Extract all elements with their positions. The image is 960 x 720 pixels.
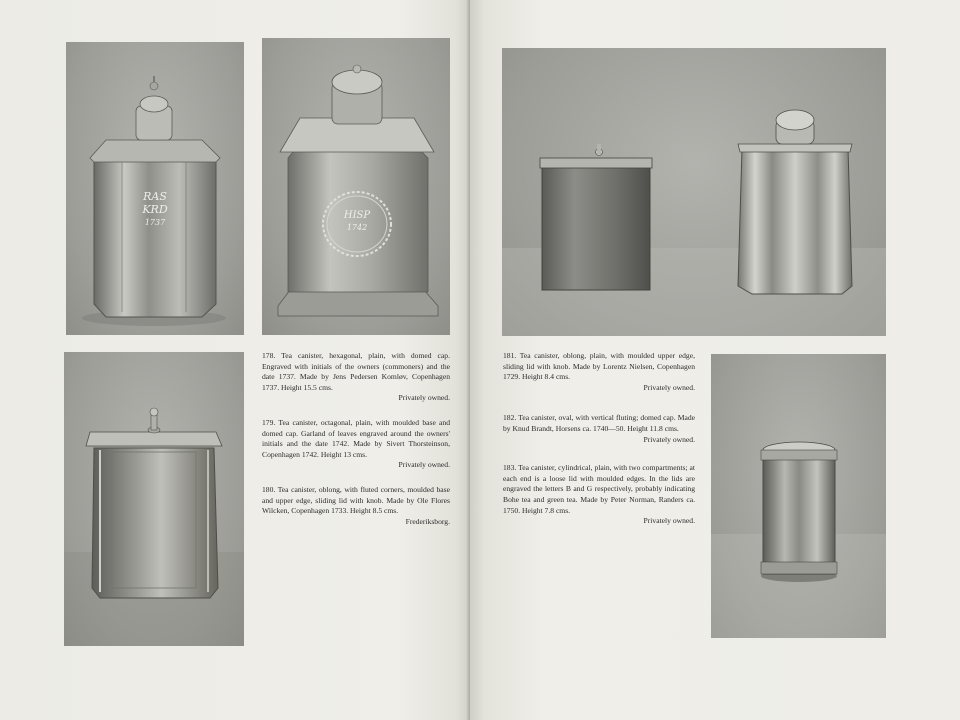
caption-181	[503, 351, 695, 393]
photo-hexagonal-canister	[66, 42, 244, 335]
cylindrical-canister-image	[711, 354, 886, 638]
caption-owner: Privately owned.	[643, 382, 695, 392]
engraving-date: 1742	[346, 223, 368, 232]
photo-oblong-fluted-canister	[64, 352, 244, 646]
photo-cylindrical-canister	[711, 354, 886, 638]
caption-text: Tea canister, oval, with vertical fluting; domed cap. Made by Knud Brandt, Horsens ca. 1740—50. Height 11.8 cms.	[503, 413, 695, 433]
caption-number: 183.	[503, 463, 517, 473]
oblong-fluted-canister-image	[64, 352, 244, 646]
caption-number: 180.	[262, 484, 276, 494]
engraving-line: RAS	[143, 190, 167, 203]
caption-owner: Privately owned.	[398, 460, 450, 470]
caption-179	[262, 418, 450, 471]
hexagonal-canister-image	[66, 42, 244, 335]
caption-text: Tea canister, oblong, with fluted corners, moulded base and upper edge, sliding lid with knob. Made by Ole Flores Wilcken, Copenhagen 1733. Height 8.5 cms.	[262, 484, 450, 516]
captions-right	[503, 351, 695, 541]
engraving-line: HISP	[343, 210, 371, 221]
caption-178	[262, 351, 450, 404]
caption-text: Tea canister, octagonal, plain, with moulded base and domed cap. Garland of leaves engraved around the owners' initials and the date 1742. Made by Sivert Thorsteinson, Copenhagen 1742. Height 13 cms.	[262, 417, 450, 459]
caption-number: 181.	[503, 351, 517, 360]
right-page	[470, 0, 960, 720]
caption-183	[503, 463, 695, 527]
engraving-179	[327, 210, 387, 234]
oblong-and-oval-canisters-image	[502, 48, 886, 336]
photo-oblong-and-oval-canisters	[502, 48, 886, 336]
caption-text: Tea canister, hexagonal, plain, with domed cap. Engraved with initials of the owners (commoners) and the date 1737. Made by Jens Pedersen Komløv, Copenhagen 1737. Height 15.5 cms.	[262, 351, 450, 392]
caption-number: 178.	[262, 351, 276, 360]
engraving-date: 1737	[144, 218, 166, 227]
caption-number: 182.	[503, 413, 517, 423]
captions-left	[262, 351, 450, 541]
caption-number: 179.	[262, 417, 276, 427]
caption-text: Tea canister, oblong, plain, with moulded upper edge, sliding lid with knob. Made by Lorentz Nielsen, Copenhagen 1729. Height 8.4 cms.	[503, 351, 695, 382]
octagonal-canister-image	[262, 38, 450, 335]
caption-owner: Privately owned.	[398, 393, 450, 403]
caption-owner: Frederiksborg.	[405, 516, 450, 526]
caption-text: Tea canister, cylindrical, plain, with two compartments; at each end is a loose lid with moulded edges. In the lids are engraved the letters B and G respectively, probably indicating Bohe tea and green tea. Made by Peter Norman, Randers ca. 1750. Height 7.8 cms.	[503, 463, 695, 515]
caption-owner: Privately owned.	[643, 516, 695, 526]
engraving-line: KRD	[142, 203, 168, 216]
caption-182	[503, 413, 695, 445]
photo-octagonal-canister	[262, 38, 450, 335]
left-page	[0, 0, 470, 720]
caption-owner: Privately owned.	[643, 434, 695, 444]
engraving-178	[125, 190, 185, 229]
caption-180	[262, 485, 450, 527]
